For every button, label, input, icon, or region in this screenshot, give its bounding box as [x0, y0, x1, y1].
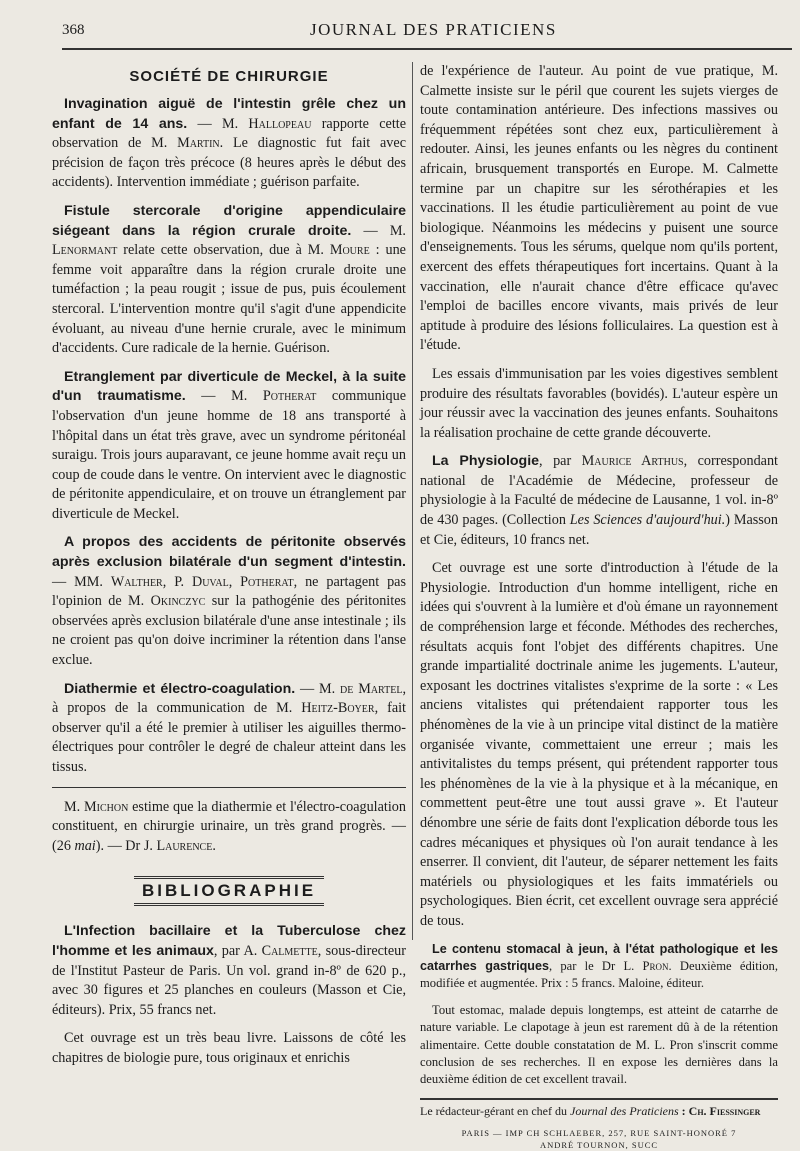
book-contenu-stomacal: Le contenu stomacal à jeun, à l'état pathologique et les catarrhes gastriques, par le Dr L. Pron. Deuxième édition, modifiée et augmentée. Prix : 5 francs. Maloine, éditeur. [420, 941, 778, 991]
signature-author: Laurence [156, 837, 213, 854]
review-paragraph: Les essais d'immunisation par les voies digestives semblent produire des résultats favorables (bovidés). L'auteur espère un jour réussir avec la vaccination des jeunes enfants. Souhaitons la réalisation prochaine de cette grande découverte. [420, 365, 778, 441]
article-title: Diathermie et électro-coagulation. [64, 680, 296, 697]
review-paragraph: Cet ouvrage est une sorte d'introduction à l'étude de la Physiologie. Introduction d'un homme intelligent, riche en idées qui s'ouvrent à la lumière et d'où émane un rayonnement de compréhension large et féconde. Méthodes des recherches, résultats acquis font l'objet des différents chapitres. Une grande impartialité doctrinale anime les jugements. L'auteur, exposant les doctrines vitalistes s'exprime de la sorte : « Les anciens vitalistes qui prétendaient rapporter tous les phénomènes de la vie à un principe vital distinct de la matière organisée vivante, commettaient une erreur ; mais les antivitalistes du temps présent, qui prétendent rapporter tous les phénomènes de la vie à la physique et à la mécanique, en commettent peut-être une tout aussi grave ». Et l'auteur dénombre une série de faits dont l'explication déborde tous les cadres mécaniques et physiques où l'on aurait tendance à les enserrer. Il convient, dit l'auteur, de séparer nettement les faits matériels ou physiologiques et les faits immatériels ou psychologiques. Bien écrit, cet excellent ouvrage sera apprécié de tous. [420, 560, 778, 929]
article-title: Fistule stercorale d'origine appendiculaire siégeant dans la région crurale droite. [52, 202, 406, 239]
right-column [420, 62, 778, 1151]
article-peritonite: A propos des accidents de péritonite observés après exclusion bilatérale d'un segment d'intestin. — MM. Walther, P. Duval, Potherat, ne partagent pas l'opinion de M. Okinczyc sur la pathogénie des péritonites observées après exclusion bilatérale d'une anse intestinale ; ils ne croient pas qu'on doive incriminer la rétention dans l'anse exclue. [52, 534, 407, 669]
author-name: Moure [329, 242, 370, 259]
review-paragraph: de l'expérience de l'auteur. Au point de vue pratique, M. Calmette insiste sur le péril que courent les sujets vierges de toute contamination antérieure. Des infections massives ou fréquemment répétées sont chez eux, particulièrement à redouter. Ainsi, les jeunes enfants ou les nègres du continent africain, brusquement transportés en Europe. M. Calmette termine par un chapitre sur les sérothérapies et les vaccinations. Il les étudie particulièrement au point de vue biologique. Néanmoins les médecins y puisent une source d'enseignements. Tous les sérums, quelque nom qu'ils portent, exercent des effets thérapeutiques fort incertains. Quant à la vaccination, elle n'aurait chance d'être efficace qu'avec l'emploi de bacilles encore vivants, mais privés de leur aptitude à produire des lésions folliculaires. La question est à l'étude. [420, 63, 778, 354]
article-invagination: Invagination aiguë de l'intestin grêle chez un enfant de 14 ans. — M. Hallopeau rapporte cette observation de M. Martin. Le diagnostic fut fait avec précision de façon très précoce (8 heures après le début des accidents). Intervention immédiate ; guérison parfaite. [52, 96, 406, 191]
author-name: Maurice Arthus [581, 453, 684, 470]
section-title: SOCIÉTÉ DE CHIRURGIE [129, 68, 329, 85]
author-name: de Martel [340, 680, 403, 697]
author-name: Calmette [261, 942, 318, 959]
article-fistule: Fistule stercorale d'origine appendiculaire siégeant dans la région crurale droite. — M. Lenormant relate cette observation, due à M. Moure : une femme voit apparaître dans la région crurale droite une tuméfaction ; la peau rougit ; issue de pus, puis écoulement stercoral. L'intervention montre qu'il s'agit d'une appendicite évoluant, au niveau d'une hernie crurale, avec le minimum d'accidents. Cure radicale de la hernie. Guérison. [52, 202, 406, 357]
book-title: Le contenu stomacal à jeun, à l'état pathologique et les catarrhes gastriques [420, 941, 778, 973]
book-title: L'Infection bacillaire et la Tuberculose chez l'homme et les animaux [52, 923, 406, 959]
printer-imprint: PARIS — IMP CH SCHLAEBER, 257, RUE SAINT-HONORÉ 7 ANDRÉ TOURNON, SUCC [461, 1127, 737, 1150]
article-title: Invagination aiguë de l'intestin grêle chez un enfant de 14 ans. [52, 96, 406, 132]
journal-title: JOURNAL DES PRATICIENS [310, 20, 557, 39]
left-column [52, 62, 406, 1078]
small-print-block [420, 941, 778, 1089]
author-name: Michon [84, 798, 129, 815]
article-michon: M. Michon estime que la diathermie et l'électro-coagulation constituent, en chirurgie urinaire, un très grand progrès. — (26 mai). — Dr J. Laurence. [52, 798, 406, 854]
author-name: Hallopeau [248, 115, 312, 132]
editor-credit: Le rédacteur-gérant en chef du Journal des Praticiens : Ch. Fiessinger [420, 1098, 778, 1119]
article-meckel: Etranglement par diverticule de Meckel, à la suite d'un traumatisme. — M. Potherat communique l'observation d'un jeune homme de 18 ans transporté à l'hôpital dans un état très grave, avec un syndrome péritonéal suraigu. Trois jours auparavant, ce jeune homme avait reçu un coup de coude dans le ventre. On intervient avec le diagnostic de péritonite appendiculaire, et on trouve un étranglement par diverticule de Meckel. [52, 368, 406, 522]
article-diathermie: Diathermie et électro-coagulation. — M. de Martel, à propos de la communication de M. Heitz-Boyer, fait observer qu'il a été le premier à utiliser les aiguilles thermo-électriques pour contrôler le degré de chaleur atteint dans les tissus. [52, 680, 406, 775]
author-name: Okinczyc [150, 593, 206, 610]
page-header [62, 18, 792, 48]
author-name: Potherat [262, 388, 317, 405]
article-title: Etranglement par diverticule de Meckel, à la suite d'un traumatisme. [52, 368, 406, 405]
book-title: La Physiologie [432, 453, 540, 470]
section-rule [52, 787, 406, 788]
bibliography-title: BIBLIOGRAPHIE [134, 876, 324, 906]
author-name: Pron [642, 958, 669, 973]
author-name: Lenormant [52, 242, 118, 259]
review-paragraph: Tout estomac, malade depuis longtemps, est atteint de catarrhe de nature variable. Le clapotage à jeun est rarement dû à de la rétention alimentaire. Cette double constatation de M. L. Pron s'inscrit comme conclusion de ses recherches. Il en expose les dernières dans la deuxième édition de cet excellent travail. [420, 1002, 778, 1087]
column-divider [412, 62, 413, 940]
author-name: Martin [177, 135, 220, 152]
author-name: Heitz-Boyer [301, 700, 375, 717]
article-title: A propos des accidents de péritonite observés après exclusion bilatérale d'un segment d'intestin. [52, 534, 406, 571]
book-calmette: L'Infection bacillaire et la Tuberculose chez l'homme et les animaux, par A. Calmette, sous-directeur de l'Institut Pasteur de Paris. Un vol. grand in-8º de 620 p., avec 30 figures et 25 planches en couleurs (Masson et Cie, éditeurs). Prix, 55 francs net. [52, 923, 406, 1018]
review-paragraph: Cet ouvrage est un très beau livre. Laissons de côté les chapitres de biologie pure, tous originaux et enrichis [52, 1030, 406, 1066]
author-name: Walther, P. Duval, Potherat [110, 573, 294, 590]
page-number: 368 [62, 22, 85, 38]
book-physiologie: La Physiologie, par Maurice Arthus, correspondant national de l'Académie de Médecine, professeur de physiologie à la Faculté de médecine de Lausanne, 1 vol. in-8º de 430 pages. (Collection Les Sciences d'aujourd'hui.) Masson et Cie, éditeurs, 10 francs net. [420, 453, 778, 548]
header-rule [62, 48, 792, 50]
